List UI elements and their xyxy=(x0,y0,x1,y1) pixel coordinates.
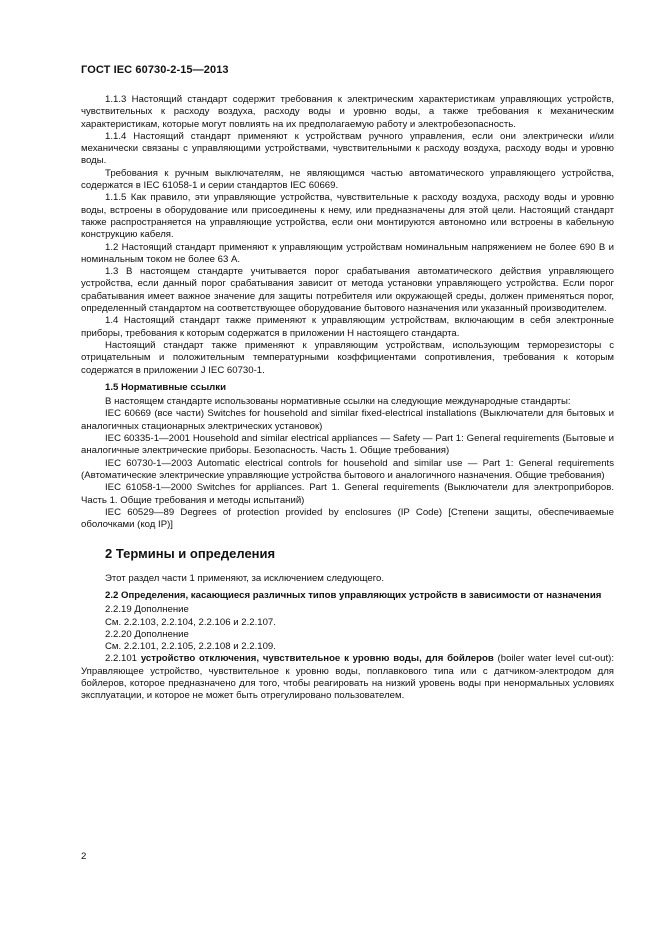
section-2-intro: Этот раздел части 1 применяют, за исключением следующего. xyxy=(105,572,385,584)
paragraph-1-3: 1.3 В настоящем стандарте учитывается порог срабатывания автоматического действия управляющего устройства, если данный порог срабатывания зависит от метода установки управляющего устройства. Если порог срабатывания имеет важное значение для защиты потребителя или окружающей среды, должен применяться порог, определенный стандартом на соответствующее оборудование бытового назначения или указанный производителем. xyxy=(81,266,614,315)
reference-iec-61058-1: IEC 61058-1—2000 Switches for appliances. Part 1. General requirements (Выключатели для электроприборов. Часть 1. Общие требования и методы испытаний) xyxy=(81,482,614,506)
paragraph-1-1-5: 1.1.5 Как правило, эти управляющие устройства, чувствительные к расходу воздуха, расходу воды и уровню воды, встроены в оборудование или присоединены к нему, или предназначены для этой цели. Настоящий стандарт также распространяется на управляющие устройства, если они монтируются автономно или встроены в кабельную конструкцию кабеля. xyxy=(81,192,614,241)
normative-intro: В настоящем стандарте использованы нормативные ссылки на следующие международные стандарты: xyxy=(105,396,571,408)
definition-term: устройство отключения, чувствительное к уровню воды, для бойлеров xyxy=(140,653,494,665)
clause-2-2-20: 2.2.20 Дополнение xyxy=(105,628,189,640)
page-header: ГОСТ IEC 60730-2-15—2013 xyxy=(81,64,229,76)
reference-iec-60669: IEC 60669 (все части) Switches for household and similar fixed-electrical installations (Выключатели для бытовых и аналогичных стационарных электрических установок) xyxy=(81,408,614,432)
page-body xyxy=(81,94,614,703)
definition-number: 2.2.101 xyxy=(105,653,141,665)
paragraph-1-1-4: 1.1.4 Настоящий стандарт применяют к устройствам ручного управления, если они электрически и/или механически связаны с управляющими устройствами, чувствительными к расходу воздуха, расходу воды и уровню воды. xyxy=(81,130,614,167)
reference-iec-60335-1: IEC 60335-1—2001 Household and similar electrical appliances — Safety — Part 1: General requirements (Бытовые и аналогичные электрические приборы. Безопасность. Часть 1. Общие требования) xyxy=(81,433,614,457)
section-2-title: 2 Термины и определения xyxy=(105,546,276,562)
subsection-2-2-heading: 2.2 Определения, касающиеся различных типов управляющих устройств в зависимости от назначения xyxy=(105,589,602,601)
paragraph-1-2: 1.2 Настоящий стандарт применяют к управляющим устройствам номинальным напряжением не более 690 В и номинальным током не более 63 А. xyxy=(81,241,614,265)
clause-2-2-19-refs: См. 2.2.103, 2.2.104, 2.2.106 и 2.2.107. xyxy=(105,616,276,628)
clause-2-2-20-refs: См. 2.2.101, 2.2.105, 2.2.108 и 2.2.109. xyxy=(105,641,276,653)
definition-2-2-101 xyxy=(81,653,614,702)
normative-references-heading: 1.5 Нормативные ссылки xyxy=(105,381,226,393)
definition-text: (boiler water level cut-out): Управляющее устройство, чувствительное к уровню воды, поплавкового типа или с датчиком-электродом для бойлеров, которое предназначено для того, чтобы реагировать на низкий уровень воды при ненормальных условиях эксплуатации, и которое не может быть отрегулировано пользователем. xyxy=(81,653,614,702)
paragraph-1-1-3: 1.1.3 Настоящий стандарт содержит требования к электрическим характеристикам управляющих устройств, чувствительных к расходу воздуха, расходу воды и уровню воды, а также требования к механическим характеристикам, которые могут повлиять на их предполагаемую работу и электробезопасность. xyxy=(81,94,614,130)
reference-iec-60529: IEC 60529—89 Degrees of protection provided by enclosures (IP Code) [Степени защиты, обеспечиваемые оболочками (код IP)] xyxy=(81,506,614,531)
paragraph-1-4: 1.4 Настоящий стандарт также применяют к управляющим устройствам, включающим в себя электронные приборы, требования к которым содержатся в приложении Н настоящего стандарта. xyxy=(81,315,614,339)
page-number: 2 xyxy=(81,851,87,862)
reference-iec-60730-1: IEC 60730-1—2003 Automatic electrical controls for household and similar use — Part 1: General requirements (Автоматические электрические управляющие устройства бытового и аналогичного назначения. Общие требования) xyxy=(81,457,614,481)
paragraph-manual-switches: Требования к ручным выключателям, не являющимся частью автоматического управляющего устройства, содержатся в IEC 61058-1 и серии стандартов IEC 60669. xyxy=(81,167,614,192)
paragraph-thermistors: Настоящий стандарт также применяют к управляющим устройствам, использующим терморезисторы с отрицательным и положительным температурными коэффициентами сопротивления, требования к которым содержатся в приложении J IEC 60730-1. xyxy=(81,339,614,376)
clause-2-2-19: 2.2.19 Дополнение xyxy=(105,604,189,616)
